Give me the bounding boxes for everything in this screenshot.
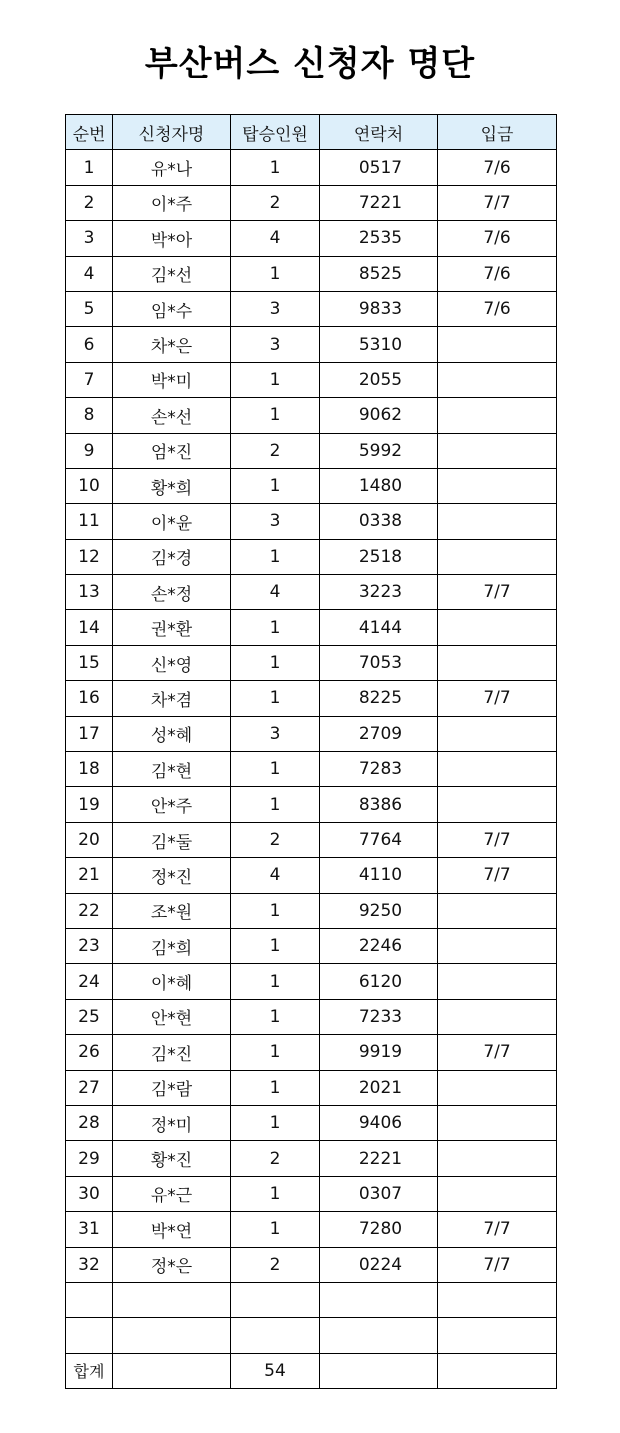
cell-name-empty	[113, 1318, 231, 1353]
cell-no: 13	[66, 575, 113, 610]
cell-phone: 0224	[320, 1247, 438, 1282]
cell-paid	[438, 468, 557, 503]
cell-name: 김*진	[113, 1035, 231, 1070]
cell-phone: 7764	[320, 822, 438, 857]
cell-paid	[438, 433, 557, 468]
cell-paid: 7/7	[438, 1035, 557, 1070]
table-header	[66, 115, 557, 150]
cell-paid	[438, 964, 557, 999]
cell-phone: 7221	[320, 185, 438, 220]
cell-people: 1	[231, 1035, 320, 1070]
table-row	[66, 716, 557, 751]
cell-paid	[438, 1070, 557, 1105]
cell-people: 1	[231, 752, 320, 787]
cell-people: 4	[231, 575, 320, 610]
cell-people: 4	[231, 221, 320, 256]
header-phone: 연락처	[320, 115, 438, 150]
cell-phone: 7233	[320, 999, 438, 1034]
cell-phone: 1480	[320, 468, 438, 503]
cell-people: 1	[231, 1070, 320, 1105]
table-row	[66, 150, 557, 185]
table-row	[66, 752, 557, 787]
total-name-cell	[113, 1353, 231, 1388]
cell-name: 박*아	[113, 221, 231, 256]
cell-name: 김*현	[113, 752, 231, 787]
cell-paid	[438, 362, 557, 397]
table-row	[66, 1212, 557, 1247]
header-row	[66, 115, 557, 150]
table-row	[66, 468, 557, 503]
cell-people: 1	[231, 645, 320, 680]
cell-phone: 7280	[320, 1212, 438, 1247]
cell-phone: 0307	[320, 1176, 438, 1211]
cell-name: 황*진	[113, 1141, 231, 1176]
cell-people: 1	[231, 964, 320, 999]
cell-name: 손*정	[113, 575, 231, 610]
cell-name: 정*미	[113, 1105, 231, 1140]
table-row	[66, 433, 557, 468]
table-row	[66, 645, 557, 680]
cell-people: 3	[231, 291, 320, 326]
cell-paid: 7/6	[438, 256, 557, 291]
cell-people: 1	[231, 362, 320, 397]
cell-name: 차*은	[113, 327, 231, 362]
cell-name: 이*주	[113, 185, 231, 220]
cell-name: 엄*진	[113, 433, 231, 468]
cell-no: 2	[66, 185, 113, 220]
cell-people: 2	[231, 1247, 320, 1282]
cell-name: 김*람	[113, 1070, 231, 1105]
cell-paid	[438, 787, 557, 822]
cell-phone: 8225	[320, 681, 438, 716]
cell-name: 김*경	[113, 539, 231, 574]
cell-name: 유*근	[113, 1176, 231, 1211]
cell-no: 5	[66, 291, 113, 326]
cell-name: 이*혜	[113, 964, 231, 999]
cell-paid: 7/7	[438, 1212, 557, 1247]
cell-phone: 7283	[320, 752, 438, 787]
total-people: 54	[231, 1353, 320, 1388]
table-row	[66, 610, 557, 645]
cell-no: 31	[66, 1212, 113, 1247]
cell-no: 3	[66, 221, 113, 256]
cell-phone: 7053	[320, 645, 438, 680]
table-row	[66, 185, 557, 220]
cell-people: 1	[231, 1212, 320, 1247]
cell-paid	[438, 893, 557, 928]
cell-people-empty	[231, 1318, 320, 1353]
cell-no: 23	[66, 928, 113, 963]
cell-no: 20	[66, 822, 113, 857]
cell-paid	[438, 398, 557, 433]
cell-people: 1	[231, 150, 320, 185]
cell-people: 2	[231, 1141, 320, 1176]
page-title: 부산버스 신청자 명단	[144, 44, 476, 84]
cell-no: 29	[66, 1141, 113, 1176]
cell-name: 조*원	[113, 893, 231, 928]
cell-name: 정*은	[113, 1247, 231, 1282]
cell-people: 1	[231, 928, 320, 963]
cell-paid: 7/6	[438, 150, 557, 185]
cell-people: 1	[231, 539, 320, 574]
cell-paid-empty	[438, 1282, 557, 1317]
table-row	[66, 575, 557, 610]
table-row	[66, 858, 557, 893]
cell-no: 10	[66, 468, 113, 503]
table-row	[66, 256, 557, 291]
cell-paid-empty	[438, 1318, 557, 1353]
cell-name: 차*겸	[113, 681, 231, 716]
cell-name: 성*혜	[113, 716, 231, 751]
cell-people: 3	[231, 504, 320, 539]
cell-name: 정*진	[113, 858, 231, 893]
table-row	[66, 362, 557, 397]
cell-no: 25	[66, 999, 113, 1034]
cell-no-empty	[66, 1318, 113, 1353]
cell-paid	[438, 1176, 557, 1211]
cell-people: 1	[231, 1105, 320, 1140]
cell-name: 김*둘	[113, 822, 231, 857]
cell-phone: 9833	[320, 291, 438, 326]
cell-people: 2	[231, 185, 320, 220]
cell-name: 손*선	[113, 398, 231, 433]
table-row	[66, 291, 557, 326]
header-name: 신청자명	[113, 115, 231, 150]
cell-phone: 0338	[320, 504, 438, 539]
cell-phone: 5310	[320, 327, 438, 362]
table-row	[66, 1176, 557, 1211]
cell-phone: 6120	[320, 964, 438, 999]
cell-people-empty	[231, 1282, 320, 1317]
cell-phone: 9406	[320, 1105, 438, 1140]
cell-name: 신*영	[113, 645, 231, 680]
table-row	[66, 1105, 557, 1140]
cell-paid: 7/6	[438, 291, 557, 326]
cell-people: 1	[231, 681, 320, 716]
cell-no: 8	[66, 398, 113, 433]
cell-paid: 7/7	[438, 185, 557, 220]
cell-no-empty	[66, 1282, 113, 1317]
cell-paid: 7/6	[438, 221, 557, 256]
cell-people: 4	[231, 858, 320, 893]
cell-phone: 2709	[320, 716, 438, 751]
blank-row	[66, 1318, 557, 1353]
cell-no: 4	[66, 256, 113, 291]
cell-name: 유*나	[113, 150, 231, 185]
cell-no: 27	[66, 1070, 113, 1105]
cell-no: 6	[66, 327, 113, 362]
cell-paid: 7/7	[438, 858, 557, 893]
cell-phone: 9250	[320, 893, 438, 928]
table-footer	[66, 1353, 557, 1388]
cell-phone: 9919	[320, 1035, 438, 1070]
cell-name: 박*미	[113, 362, 231, 397]
table-row	[66, 398, 557, 433]
cell-name: 황*희	[113, 468, 231, 503]
cell-phone: 4144	[320, 610, 438, 645]
cell-paid	[438, 928, 557, 963]
table-row	[66, 504, 557, 539]
table-row	[66, 1141, 557, 1176]
cell-phone-empty	[320, 1282, 438, 1317]
cell-no: 11	[66, 504, 113, 539]
cell-phone: 2535	[320, 221, 438, 256]
cell-no: 9	[66, 433, 113, 468]
cell-no: 22	[66, 893, 113, 928]
cell-no: 14	[66, 610, 113, 645]
table-row	[66, 1247, 557, 1282]
cell-people: 2	[231, 433, 320, 468]
cell-paid	[438, 1141, 557, 1176]
cell-phone: 2221	[320, 1141, 438, 1176]
table-row	[66, 928, 557, 963]
cell-phone: 5992	[320, 433, 438, 468]
cell-no: 17	[66, 716, 113, 751]
cell-name: 안*현	[113, 999, 231, 1034]
cell-phone: 2021	[320, 1070, 438, 1105]
header-no: 순번	[66, 115, 113, 150]
cell-people: 1	[231, 610, 320, 645]
table-row	[66, 822, 557, 857]
cell-no: 19	[66, 787, 113, 822]
cell-name: 김*희	[113, 928, 231, 963]
cell-no: 21	[66, 858, 113, 893]
table-row	[66, 787, 557, 822]
cell-paid	[438, 327, 557, 362]
cell-name: 김*선	[113, 256, 231, 291]
cell-name: 권*환	[113, 610, 231, 645]
cell-no: 32	[66, 1247, 113, 1282]
cell-name: 이*윤	[113, 504, 231, 539]
total-phone-cell	[320, 1353, 438, 1388]
cell-people: 3	[231, 327, 320, 362]
cell-phone: 3223	[320, 575, 438, 610]
table-row	[66, 999, 557, 1034]
cell-name: 안*주	[113, 787, 231, 822]
cell-paid	[438, 610, 557, 645]
cell-people: 1	[231, 398, 320, 433]
cell-paid	[438, 716, 557, 751]
cell-phone: 2246	[320, 928, 438, 963]
header-people: 탑승인원	[231, 115, 320, 150]
cell-phone: 2518	[320, 539, 438, 574]
table-row	[66, 893, 557, 928]
applicant-table	[65, 114, 557, 1389]
cell-paid	[438, 504, 557, 539]
cell-no: 1	[66, 150, 113, 185]
table-row	[66, 681, 557, 716]
table-row	[66, 327, 557, 362]
cell-people: 2	[231, 822, 320, 857]
cell-phone: 8386	[320, 787, 438, 822]
cell-no: 16	[66, 681, 113, 716]
cell-paid	[438, 1105, 557, 1140]
cell-phone: 2055	[320, 362, 438, 397]
table-row	[66, 964, 557, 999]
cell-phone: 4110	[320, 858, 438, 893]
table-row	[66, 1070, 557, 1105]
cell-people: 3	[231, 716, 320, 751]
cell-paid: 7/7	[438, 681, 557, 716]
cell-phone: 8525	[320, 256, 438, 291]
total-label: 합계	[66, 1353, 113, 1388]
cell-no: 15	[66, 645, 113, 680]
table-body	[66, 150, 557, 1353]
cell-phone-empty	[320, 1318, 438, 1353]
table-row	[66, 1035, 557, 1070]
cell-name: 박*연	[113, 1212, 231, 1247]
cell-no: 12	[66, 539, 113, 574]
cell-people: 1	[231, 256, 320, 291]
cell-phone: 9062	[320, 398, 438, 433]
cell-phone: 0517	[320, 150, 438, 185]
cell-paid: 7/7	[438, 1247, 557, 1282]
cell-people: 1	[231, 1176, 320, 1211]
cell-paid: 7/7	[438, 822, 557, 857]
cell-people: 1	[231, 468, 320, 503]
blank-row	[66, 1282, 557, 1317]
cell-no: 7	[66, 362, 113, 397]
cell-no: 24	[66, 964, 113, 999]
total-row	[66, 1353, 557, 1388]
cell-no: 18	[66, 752, 113, 787]
cell-paid	[438, 645, 557, 680]
cell-no: 26	[66, 1035, 113, 1070]
cell-name-empty	[113, 1282, 231, 1317]
cell-paid	[438, 999, 557, 1034]
cell-name: 임*수	[113, 291, 231, 326]
cell-paid	[438, 752, 557, 787]
header-paid: 입금	[438, 115, 557, 150]
cell-people: 1	[231, 893, 320, 928]
cell-paid: 7/7	[438, 575, 557, 610]
cell-paid	[438, 539, 557, 574]
cell-people: 1	[231, 999, 320, 1034]
cell-people: 1	[231, 787, 320, 822]
total-paid-cell	[438, 1353, 557, 1388]
table-row	[66, 221, 557, 256]
cell-no: 30	[66, 1176, 113, 1211]
table-row	[66, 539, 557, 574]
cell-no: 28	[66, 1105, 113, 1140]
